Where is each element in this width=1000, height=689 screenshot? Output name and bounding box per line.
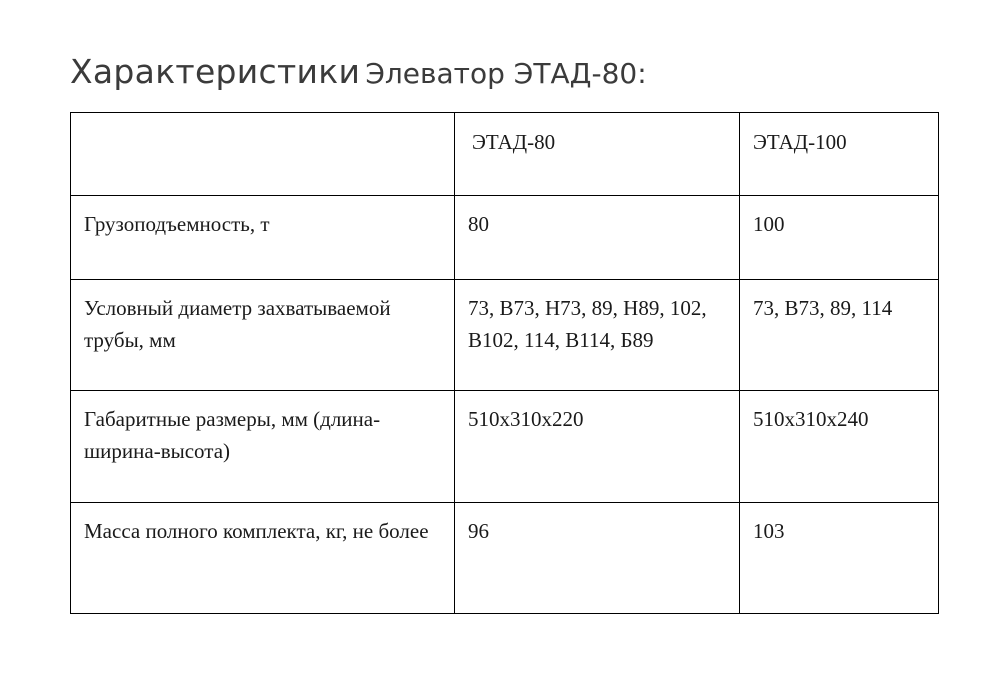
header-label [71, 113, 454, 126]
etad80-cell [455, 391, 740, 503]
etad80-value: 96 [468, 519, 489, 543]
title-subtitle: Элеватор ЭТАД-80: [365, 57, 647, 90]
title-main: Характеристики [70, 52, 361, 91]
header-cell-etad80 [455, 113, 740, 196]
table-row [71, 280, 939, 391]
row-label-cell [71, 391, 455, 503]
row-label: Грузоподъемность, т [84, 212, 270, 236]
table-row [71, 196, 939, 280]
spec-table [70, 112, 939, 614]
header-label: ЭТАД-100 [753, 130, 847, 154]
header-cell-empty [71, 113, 455, 196]
etad100-cell [740, 503, 939, 614]
table-row [71, 391, 939, 503]
row-label: Масса полного комплекта, кг, не более [84, 519, 429, 543]
table-row [71, 503, 939, 614]
row-label: Габаритные размеры, мм (длина-ширина-высота) [84, 407, 381, 463]
etad100-value: 73, В73, 89, 114 [753, 296, 893, 320]
etad100-value: 510х310х240 [753, 407, 869, 431]
etad80-value: 80 [468, 212, 489, 236]
etad100-value: 100 [753, 212, 785, 236]
row-label-cell [71, 280, 455, 391]
etad80-value: 510х310х220 [468, 407, 584, 431]
row-label-cell [71, 196, 455, 280]
table-header-row [71, 113, 939, 196]
etad80-value: 73, В73, Н73, 89, Н89, 102, В102, 114, В114, Б89 [468, 296, 707, 352]
row-label-cell [71, 503, 455, 614]
etad100-cell [740, 196, 939, 280]
etad100-cell [740, 391, 939, 503]
etad100-value: 103 [753, 519, 785, 543]
row-label: Условный диаметр захватываемой трубы, мм [84, 296, 391, 352]
etad80-cell [455, 503, 740, 614]
header-cell-etad100 [740, 113, 939, 196]
etad80-cell [455, 280, 740, 391]
page-title [70, 52, 647, 91]
header-label: ЭТАД-80 [472, 130, 556, 154]
etad80-cell [455, 196, 740, 280]
etad100-cell [740, 280, 939, 391]
